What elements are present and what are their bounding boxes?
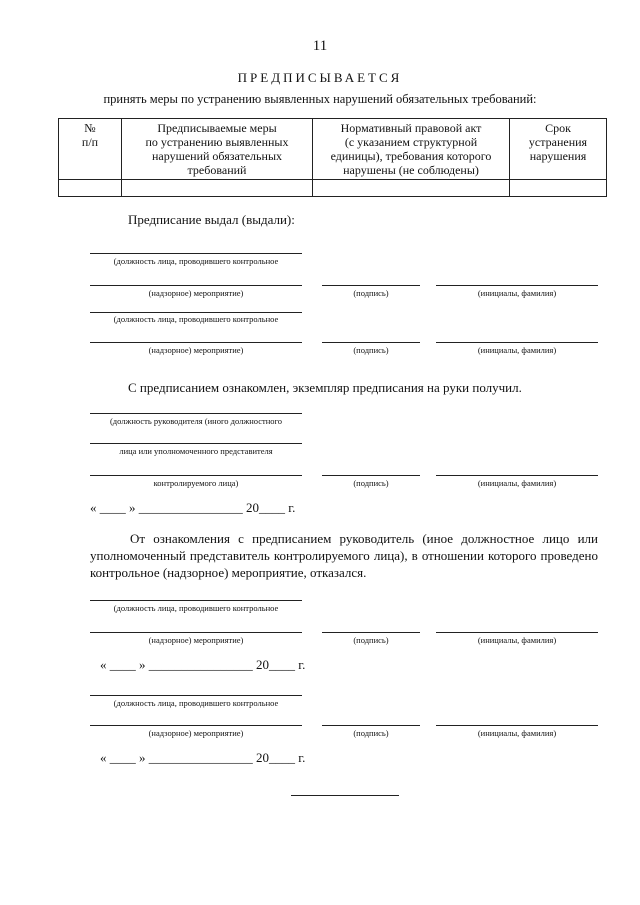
date-field[interactable]: « ____ » ________________ 20____ г. [90, 500, 296, 515]
position-caption: (должность лица, проводившего контрольное [113, 314, 279, 324]
page-number: 11 [312, 38, 328, 54]
head-position-line[interactable] [90, 475, 302, 476]
initials-caption: (инициалы, фамилия) [477, 728, 557, 738]
table-cell[interactable] [313, 180, 510, 197]
position-line[interactable] [90, 632, 302, 633]
signature-line[interactable] [322, 632, 420, 633]
position-caption: (должность лица, проводившего контрольное [113, 603, 279, 613]
head-position-line[interactable] [90, 413, 302, 414]
initials-caption: (инициалы, фамилия) [477, 635, 557, 645]
initials-caption: (инициалы, фамилия) [477, 288, 557, 298]
position-caption: (надзорное) мероприятие) [148, 288, 244, 298]
position-caption: (надзорное) мероприятие) [148, 635, 244, 645]
signature-caption: (подпись) [353, 478, 389, 488]
header-measures: Предписываемые меры по устранению выявленных нарушений обязательных требований [122, 119, 313, 180]
position-caption: (надзорное) мероприятие) [148, 728, 244, 738]
signature-caption: (подпись) [353, 288, 389, 298]
position-caption: (должность лица, проводившего контрольное [113, 698, 279, 708]
initials-caption: (инициалы, фамилия) [477, 478, 557, 488]
signature-line[interactable] [322, 475, 420, 476]
position-caption: (должность лица, проводившего контрольное [113, 256, 279, 266]
head-position-line[interactable] [90, 443, 302, 444]
acknowledged-label: С предписанием ознакомлен, экземпляр предписания на руки получил. [128, 380, 522, 395]
document-subheading: принять меры по устранению выявленных нарушений обязательных требований: [103, 92, 537, 106]
initials-line[interactable] [436, 475, 598, 476]
signature-line[interactable] [322, 342, 420, 343]
position-line[interactable] [90, 600, 302, 601]
position-line[interactable] [90, 312, 302, 313]
table-header-row [59, 119, 607, 180]
header-number: № п/п [59, 119, 122, 180]
signature-caption: (подпись) [353, 728, 389, 738]
signature-caption: (подпись) [353, 345, 389, 355]
date-field[interactable]: « ____ » ________________ 20____ г. [100, 750, 306, 765]
position-caption: (надзорное) мероприятие) [148, 345, 244, 355]
initials-line[interactable] [436, 725, 598, 726]
date-field[interactable]: « ____ » ________________ 20____ г. [100, 657, 306, 672]
signature-caption: (подпись) [353, 635, 389, 645]
table-row [59, 180, 607, 197]
document-heading: ПРЕДПИСЫВАЕТСЯ [237, 70, 403, 85]
initials-caption: (инициалы, фамилия) [477, 345, 557, 355]
refusal-paragraph: От ознакомления с предписанием руководитель (иное должностное лицо или уполномоченный представитель контролируемого лица), в отношении которого проведено контрольное (надзорное) мероприятие, отказался. [90, 531, 598, 580]
head-position-caption: (должность руководителя (иного должностного [109, 416, 283, 426]
initials-line[interactable] [436, 342, 598, 343]
issued-by-label: Предписание выдал (выдали): [128, 212, 295, 227]
table-cell[interactable] [122, 180, 313, 197]
initials-line[interactable] [436, 632, 598, 633]
position-line[interactable] [90, 285, 302, 286]
requirements-table [58, 118, 607, 197]
position-line[interactable] [90, 725, 302, 726]
position-line[interactable] [90, 342, 302, 343]
signature-line[interactable] [322, 285, 420, 286]
header-deadline: Срок устранения нарушения [510, 119, 607, 180]
position-line[interactable] [90, 253, 302, 254]
initials-line[interactable] [436, 285, 598, 286]
head-position-caption: контролируемого лица) [153, 478, 239, 488]
table-cell[interactable] [59, 180, 122, 197]
end-divider [291, 795, 399, 796]
table-cell[interactable] [510, 180, 607, 197]
head-position-caption: лица или уполномоченного представителя [119, 446, 273, 456]
position-line[interactable] [90, 695, 302, 696]
header-legal-act: Нормативный правовой акт (с указанием структурной единицы), требования которого нарушены (не соблюдены) [313, 119, 510, 180]
signature-line[interactable] [322, 725, 420, 726]
